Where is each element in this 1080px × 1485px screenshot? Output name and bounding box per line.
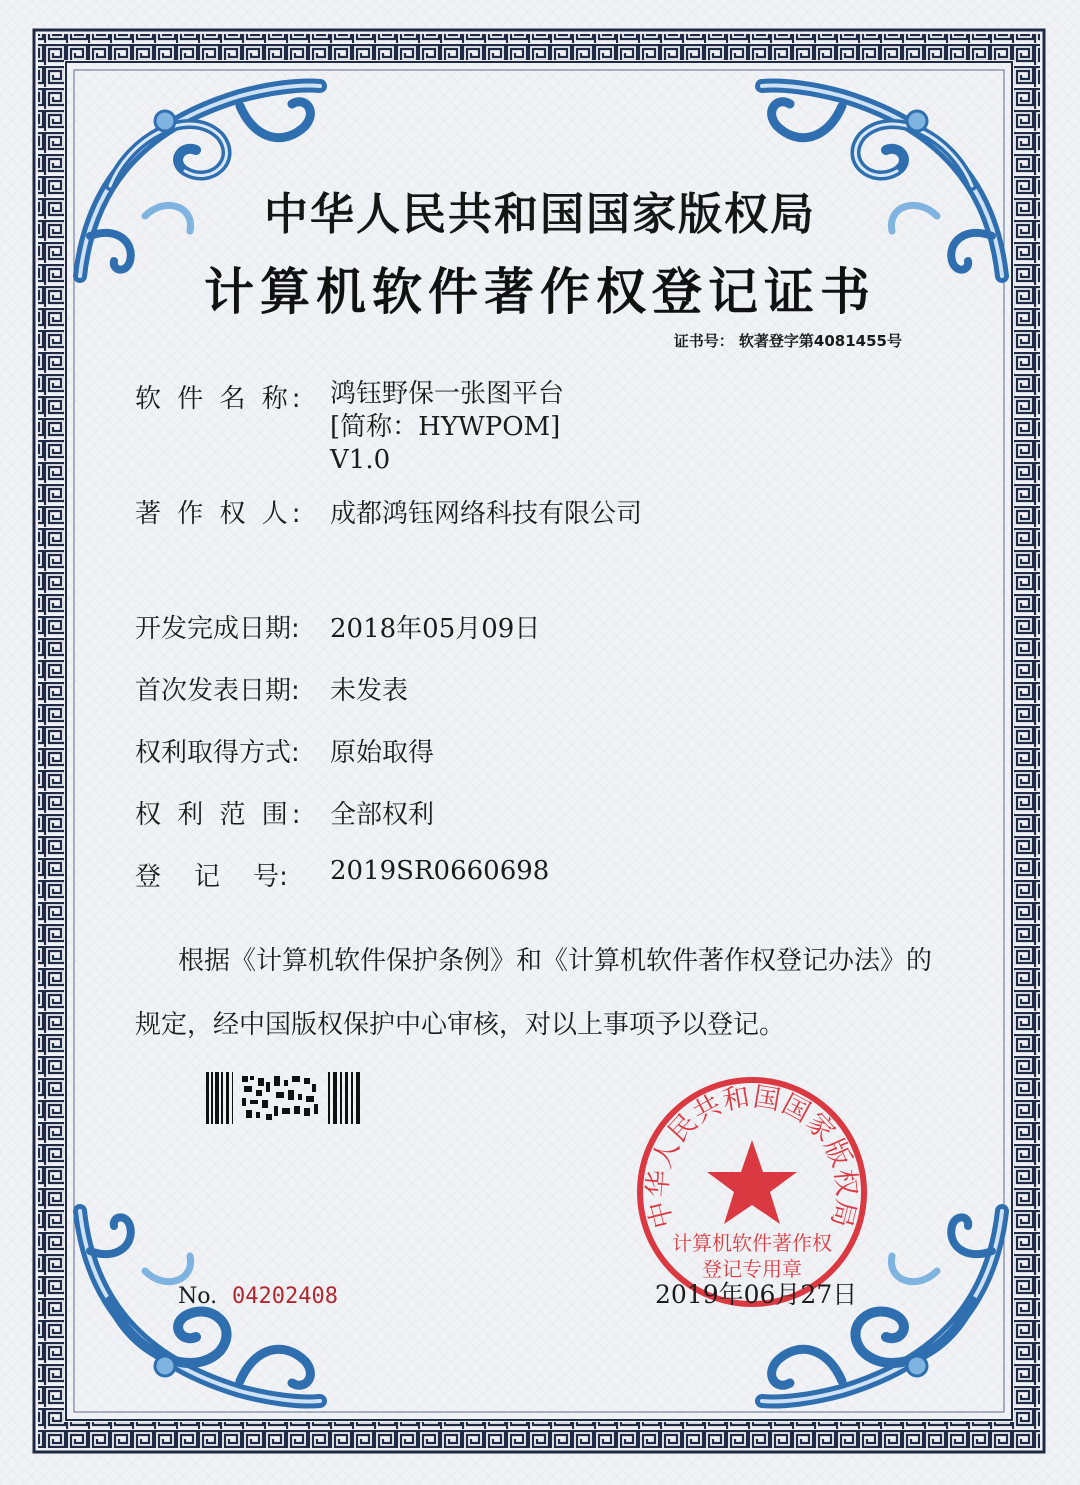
software-name-line3: V1.0	[330, 445, 391, 475]
seal-ring-text: 中华人民共和国国家版权局	[642, 1081, 862, 1232]
statement-line1: 根据《计算机软件保护条例》和《计算机软件著作权登记办法》的	[178, 946, 933, 976]
acquisition-value: 原始取得	[330, 738, 435, 768]
certificate-title: 计算机软件著作权登记证书	[204, 263, 876, 321]
dev-completion-label: 开发完成日期:	[135, 614, 300, 644]
scope-value: 全部权利	[330, 800, 435, 830]
copyright-owner-value: 成都鸿钰网络科技有限公司	[330, 499, 643, 529]
corner-ornament-bottom-left	[70, 1201, 330, 1421]
dev-completion-value: 2018年05月09日	[330, 614, 541, 644]
seal-line2: 登记专用章	[702, 1257, 802, 1281]
issuing-authority: 中华人民共和国国家版权局	[264, 189, 816, 240]
serial-label: No.	[178, 1284, 218, 1309]
first-publish-value: 未发表	[330, 676, 409, 706]
barcode	[206, 1072, 361, 1124]
copyright-owner-label: 著 作 权 人:	[135, 499, 305, 529]
issue-date: 2019年06月27日	[655, 1280, 858, 1309]
reg-no-value: 2019SR0660698	[330, 856, 550, 886]
statement-line2: 规定，经中国版权保护中心审核，对以上事项予以登记。	[135, 1010, 786, 1040]
serial-number: 04202408	[232, 1284, 338, 1309]
acquisition-label: 权利取得方式:	[135, 738, 300, 768]
first-publish-label: 首次发表日期:	[135, 676, 300, 706]
software-name-line2: [简称：HYWPOM]	[330, 412, 561, 442]
software-name-label: 软 件 名 称:	[135, 384, 305, 414]
software-name-line1: 鸿钰野保一张图平台	[330, 379, 565, 409]
software-name-value	[330, 378, 564, 477]
certificate-number: 证书号： 软著登字第4081455号	[673, 332, 902, 350]
seal-line1: 计算机软件著作权	[672, 1231, 832, 1255]
reg-no-label: 登 记 号:	[135, 862, 288, 892]
seal-star-icon	[707, 1140, 797, 1224]
scope-label: 权 利 范 围:	[135, 800, 305, 830]
